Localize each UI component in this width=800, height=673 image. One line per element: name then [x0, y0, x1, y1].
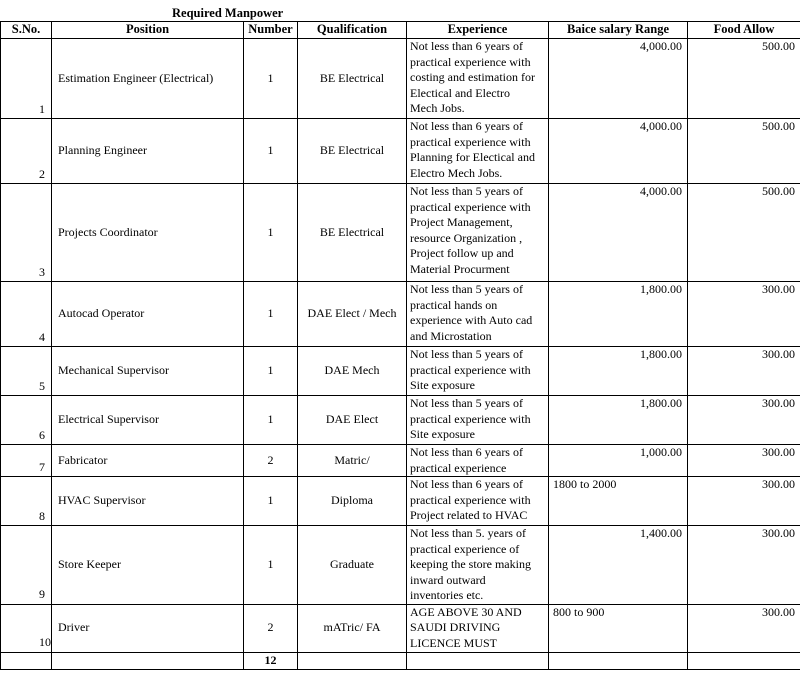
- position-cell: Store Keeper: [52, 526, 244, 605]
- experience-line: Not less than 5 years of: [410, 396, 523, 410]
- experience-line: Electro Mech Jobs.: [410, 165, 503, 180]
- food-allowance-cell: 300.00: [688, 445, 800, 477]
- table-row: [1, 39, 800, 119]
- food-allowance-cell: 300.00: [688, 477, 800, 526]
- experience-line: keeping the store making: [410, 557, 531, 571]
- food-allowance-cell: 500.00: [688, 39, 800, 119]
- header-number: Number: [244, 22, 298, 39]
- experience-line: Project follow up and: [410, 246, 514, 260]
- number-cell: 1: [244, 347, 298, 396]
- position-cell: Mechanical Supervisor: [52, 347, 244, 396]
- header-row: [1, 22, 800, 39]
- salary-cell: 4,000.00: [549, 184, 688, 282]
- experience-line: Not less than 6 years of: [410, 119, 523, 133]
- experience-line: inventories etc.: [410, 588, 484, 602]
- salary-cell: 4,000.00: [549, 119, 688, 184]
- experience-cell: [407, 604, 549, 652]
- header-position: Position: [52, 22, 244, 39]
- experience-line: Not less than 6 years of: [410, 477, 523, 491]
- salary-cell: 1,800.00: [549, 347, 688, 396]
- position-cell: Fabricator: [52, 445, 244, 477]
- qualification-cell: mATric/ FA: [298, 604, 407, 652]
- salary-cell: 800 to 900: [549, 604, 688, 652]
- experience-line: Not less than 5 years of: [410, 282, 523, 296]
- total-cell-empty: [1, 652, 52, 669]
- experience-line: Project related to HVAC: [410, 508, 528, 522]
- position-cell: Estimation Engineer (Electrical): [52, 39, 244, 119]
- number-cell: 2: [244, 604, 298, 652]
- position-cell: Driver: [52, 604, 244, 652]
- experience-cell: [407, 477, 549, 526]
- experience-line: Not less than 6 years of: [410, 39, 523, 53]
- experience-line: practical experience with: [410, 54, 531, 69]
- total-number: 12: [244, 652, 298, 669]
- sno-cell: 3: [1, 184, 52, 282]
- experience-cell: [407, 526, 549, 605]
- experience-line: experience with Auto cad: [410, 313, 533, 327]
- experience-line: practical experience with: [410, 134, 531, 149]
- sno-cell: 4: [1, 282, 52, 347]
- experience-line: practical experience with: [410, 492, 531, 507]
- experience-line: Planning for Electical and: [410, 150, 535, 164]
- experience-line: practical experience with: [410, 199, 531, 214]
- header-sno: S.No.: [1, 22, 52, 39]
- experience-cell: [407, 119, 549, 184]
- qualification-cell: BE Electrical: [298, 119, 407, 184]
- salary-cell: 1,800.00: [549, 282, 688, 347]
- experience-line: Not less than 5 years of: [410, 184, 523, 198]
- qualification-cell: DAE Mech: [298, 347, 407, 396]
- experience-line: LICENCE MUST: [410, 635, 497, 650]
- table-row: [1, 184, 800, 282]
- position-cell: HVAC Supervisor: [52, 477, 244, 526]
- sno-cell: 5: [1, 347, 52, 396]
- experience-line: inward outward: [410, 572, 486, 587]
- number-cell: 1: [244, 184, 298, 282]
- total-cell-empty: [298, 652, 407, 669]
- number-cell: 1: [244, 282, 298, 347]
- qualification-cell: Diploma: [298, 477, 407, 526]
- table-row: [1, 445, 800, 477]
- experience-line: practical experience with: [410, 411, 531, 426]
- food-allowance-cell: 300.00: [688, 347, 800, 396]
- experience-line: resource Organization ,: [410, 230, 523, 245]
- total-cell-empty: [549, 652, 688, 669]
- total-cell-empty: [52, 652, 244, 669]
- salary-cell: 4,000.00: [549, 39, 688, 119]
- experience-line: Mech Jobs.: [410, 101, 465, 115]
- number-cell: 1: [244, 39, 298, 119]
- number-cell: 1: [244, 119, 298, 184]
- qualification-cell: Matric/: [298, 445, 407, 477]
- experience-line: Not less than 6 years of: [410, 445, 523, 459]
- experience-cell: [407, 396, 549, 445]
- qualification-cell: BE Electrical: [298, 184, 407, 282]
- sno-cell: 10: [1, 604, 52, 652]
- table-row: [1, 119, 800, 184]
- position-cell: Electrical Supervisor: [52, 396, 244, 445]
- food-allowance-cell: 300.00: [688, 396, 800, 445]
- experience-line: practical experience: [410, 460, 507, 475]
- position-cell: Planning Engineer: [52, 119, 244, 184]
- number-cell: 1: [244, 526, 298, 605]
- manpower-table: [0, 21, 800, 670]
- sno-cell: 2: [1, 119, 52, 184]
- experience-line: SAUDI DRIVING: [410, 620, 501, 634]
- food-allowance-cell: 300.00: [688, 282, 800, 347]
- table-row: [1, 526, 800, 605]
- header-salary: Baice salary Range: [549, 22, 688, 39]
- experience-line: Not less than 5. years of: [410, 526, 526, 540]
- experience-cell: [407, 445, 549, 477]
- salary-cell: 1800 to 2000: [549, 477, 688, 526]
- total-cell-empty: [407, 652, 549, 669]
- experience-line: Electical and Electro: [410, 85, 510, 100]
- experience-line: Project Management,: [410, 215, 513, 229]
- header-food: Food Allow: [688, 22, 800, 39]
- experience-line: Material Procurment: [410, 261, 510, 276]
- salary-cell: 1,400.00: [549, 526, 688, 605]
- experience-line: practical experience of: [410, 541, 520, 556]
- table-row: [1, 347, 800, 396]
- number-cell: 1: [244, 396, 298, 445]
- experience-line: practical hands on: [410, 297, 498, 312]
- position-cell: Projects Coordinator: [52, 184, 244, 282]
- total-cell-empty: [688, 652, 800, 669]
- sno-cell: 1: [1, 39, 52, 119]
- experience-cell: [407, 39, 549, 119]
- experience-cell: [407, 347, 549, 396]
- table-body: [1, 39, 800, 653]
- table-row: [1, 477, 800, 526]
- food-allowance-cell: 300.00: [688, 526, 800, 605]
- table-title: Required Manpower: [172, 6, 284, 20]
- number-cell: 1: [244, 477, 298, 526]
- experience-line: practical experience with: [410, 362, 531, 377]
- qualification-cell: DAE Elect: [298, 396, 407, 445]
- food-allowance-cell: 500.00: [688, 184, 800, 282]
- sno-cell: 7: [1, 445, 52, 477]
- total-row: [1, 652, 800, 669]
- qualification-cell: BE Electrical: [298, 39, 407, 119]
- table-row: [1, 604, 800, 652]
- qualification-cell: Graduate: [298, 526, 407, 605]
- experience-line: Not less than 5 years of: [410, 347, 523, 361]
- experience-line: Site exposure: [410, 427, 475, 441]
- qualification-cell: DAE Elect / Mech: [298, 282, 407, 347]
- experience-line: Site exposure: [410, 378, 475, 392]
- experience-line: costing and estimation for: [410, 70, 535, 84]
- table-row: [1, 396, 800, 445]
- salary-cell: 1,000.00: [549, 445, 688, 477]
- number-cell: 2: [244, 445, 298, 477]
- salary-cell: 1,800.00: [549, 396, 688, 445]
- header-experience: Experience: [407, 22, 549, 39]
- food-allowance-cell: 500.00: [688, 119, 800, 184]
- sno-cell: 6: [1, 396, 52, 445]
- header-qualification: Qualification: [298, 22, 407, 39]
- experience-cell: [407, 184, 549, 282]
- food-allowance-cell: 300.00: [688, 604, 800, 652]
- position-cell: Autocad Operator: [52, 282, 244, 347]
- sno-cell: 8: [1, 477, 52, 526]
- table-row: [1, 282, 800, 347]
- sno-cell: 9: [1, 526, 52, 605]
- experience-line: and Microstation: [410, 328, 492, 343]
- experience-line: AGE ABOVE 30 AND: [410, 604, 522, 619]
- experience-cell: [407, 282, 549, 347]
